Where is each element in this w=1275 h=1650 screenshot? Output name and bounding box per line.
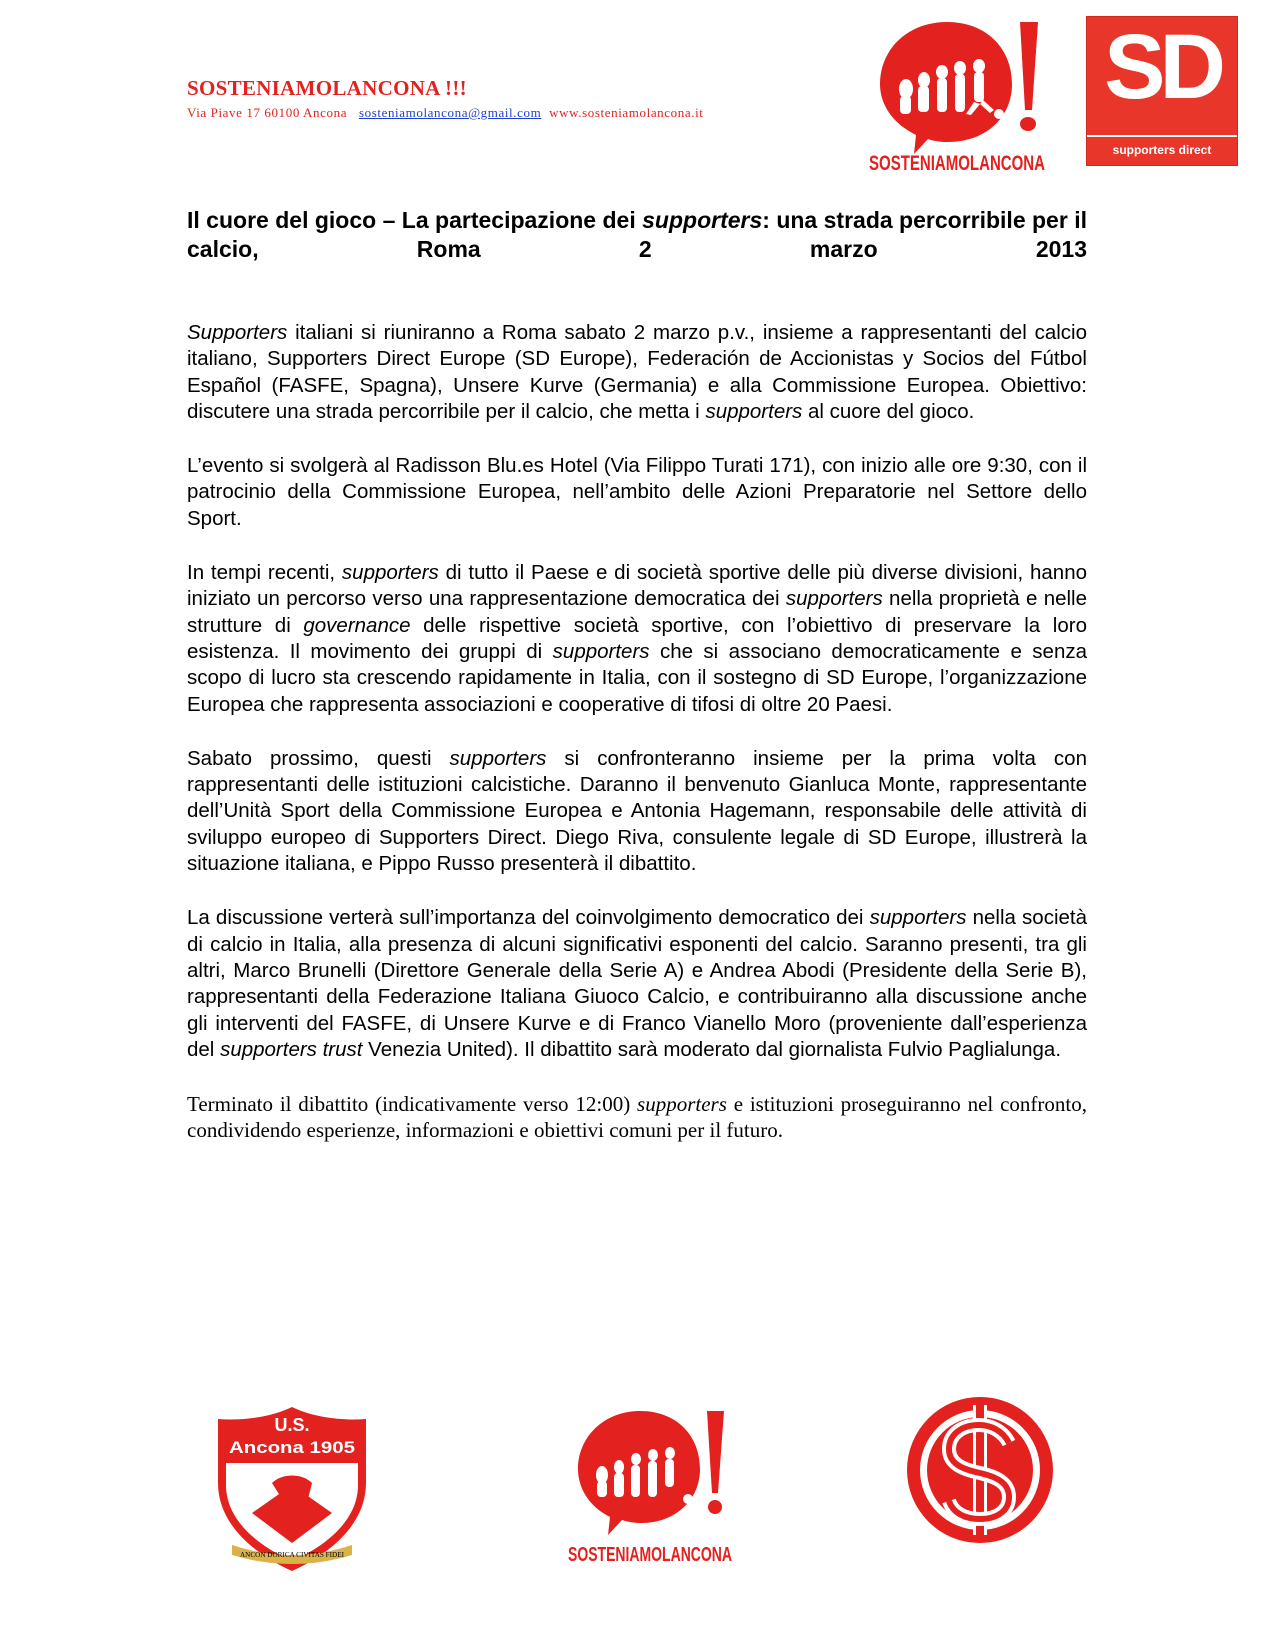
- body-paragraph: [187, 320, 1087, 425]
- emphasized-text: supporters: [341, 561, 439, 585]
- paragraph-text: In tempi recenti,: [187, 561, 342, 585]
- body-paragraph: [187, 905, 1087, 1063]
- paragraph-text: che si associano democraticamente e senza scopo di lucro sta crescendo rapidamente in Italia, con il sostegno di SD Europe, l’organizzazione Europea che rappresenta associazioni e cooperative di tifosi di oltre 20 Paesi.: [187, 639, 1087, 716]
- sd-caption: supporters direct: [1112, 143, 1212, 157]
- body-paragraph: [187, 1091, 1087, 1143]
- title-part2: : una strada percorribile per il calcio, Roma 2 marzo 2013: [187, 207, 1087, 262]
- emphasized-text: governance: [303, 613, 411, 637]
- emphasized-text: supporters: [552, 639, 650, 663]
- emphasized-text: supporters: [449, 746, 547, 770]
- sosteniamolancona-logo-bottom: [562, 1405, 737, 1568]
- org-website[interactable]: www.sosteniamolancona.it: [549, 105, 704, 120]
- body-paragraph: [187, 560, 1087, 718]
- sosteniamolancona-wordmark-bottom: SOSTENIAMOLANCONA: [568, 1544, 732, 1566]
- paragraph-text: La discussione verterà sull’importanza del coinvolgimento democratico dei: [187, 906, 870, 930]
- sd-letters: SD: [1104, 16, 1220, 118]
- paragraph-text: L’evento si svolgerà al Radisson Blu.es Hotel (Via Filippo Turati 171), con inizio alle ore 9:30, con il patrocinio della Commissione Europea, nell’ambito delle Azioni Preparatorie nel Settore dello Sport.: [187, 454, 1087, 530]
- emphasized-text: supporters trust: [220, 1037, 363, 1061]
- paragraph-text: delle rispettive società sportive, con l’obiettivo di preservare la loro esistenza. Il movimento dei gruppi di: [187, 613, 1087, 663]
- paragraph-text: Sabato prossimo, questi: [187, 746, 450, 770]
- title-emphasis: supporters: [642, 207, 763, 233]
- ancona-name-text: Ancona 1905: [229, 1438, 355, 1457]
- body-paragraph: [187, 746, 1087, 877]
- org-email-link[interactable]: sosteniamolancona@gmail.com: [358, 105, 542, 120]
- title-line: [187, 206, 1087, 264]
- sd-divider: [1087, 135, 1237, 137]
- paragraph-text: si confronteranno insieme per la prima volta con rappresentanti delle istituzioni calcistiche. Daranno il benvenuto Gianluca Monte, rappresentante dell’Unità Sport della Commissione Europea e Antonia Hagemann, responsabile delle attività di sviluppo europeo di Supporters Direct. Diego Riva, consulente legale di SD Europe, illustrerà la situazione italiana, e Pippo Russo presenterà il dibattito.: [187, 746, 1087, 876]
- sosteniamolancona-logo: [862, 14, 1052, 178]
- title-part1: Il cuore del gioco – La partecipazione dei: [187, 207, 643, 233]
- org-contact: [187, 105, 827, 121]
- paragraph-text: nella società di calcio in Italia, alla presenza di alcuni significativi esponenti del calcio. Saranno presenti, tra gli altri, Marco Brunelli (Direttore Generale della Serie A) e Andrea Abodi (Presidente della Serie B), rappresentanti della Federazione Italiana Giuoco Calcio, e contribuiranno alla discussione anche gli interventi del FASFE, di Unsere Kurve e di Franco Vianello Moro (proveniente dall’esperienza del: [187, 906, 1087, 1061]
- ancona-top-text: U.S.: [274, 1415, 310, 1435]
- us-ancona-1905-crest: [212, 1403, 372, 1573]
- document-title: [187, 206, 1087, 264]
- body-paragraph: [187, 453, 1087, 532]
- sa-monogram-logo: [905, 1395, 1055, 1545]
- org-name: SOSTENIAMOLANCONA !!!: [187, 76, 467, 100]
- emphasized-text: Supporters: [187, 321, 288, 344]
- supporters-direct-logo: [1086, 16, 1238, 166]
- paragraph-text: al cuore del gioco.: [802, 399, 975, 423]
- paragraph-text: Venezia United). Il dibattito sarà moderato dal giornalista Fulvio Paglialunga.: [362, 1037, 1062, 1061]
- document-body: [187, 320, 1087, 1171]
- ancona-motto-text: ANCON DORICA CIVITAS FIDEI: [240, 1551, 345, 1559]
- paragraph-text: e istituzioni proseguiranno nel confronto, condividendo esperienze, informazioni e obiettivi comuni per il futuro.: [187, 1092, 1087, 1143]
- emphasized-text: supporters: [705, 399, 803, 423]
- letterhead: [187, 76, 827, 121]
- paragraph-text: di tutto il Paese e di società sportive delle più diverse divisioni, hanno iniziato un percorso verso una rappresentazione democratica dei: [187, 561, 1087, 611]
- org-address: Via Piave 17 60100 Ancona: [187, 105, 348, 120]
- emphasized-text: supporters: [785, 587, 883, 611]
- paragraph-text: nella proprietà e nelle strutture di: [187, 587, 1088, 637]
- sosteniamolancona-wordmark: SOSTENIAMOLANCONA: [869, 152, 1045, 175]
- paragraph-text: Terminato il dibattito (indicativamente verso 12:00): [187, 1092, 638, 1117]
- paragraph-text: italiani si riuniranno a Roma sabato 2 marzo p.v., insieme a rappresentanti del calcio italiano, Supporters Direct Europe (SD Europe), Federación de Accionistas y Socios del Fútbol Español (FASFE, Spagna), Unsere Kurve (Germania) e alla Commissione Europea. Obiettivo: discutere una strada percorribile per il calcio, che metta i: [187, 321, 1087, 423]
- emphasized-text: supporters: [637, 1092, 727, 1117]
- emphasized-text: supporters: [869, 906, 967, 930]
